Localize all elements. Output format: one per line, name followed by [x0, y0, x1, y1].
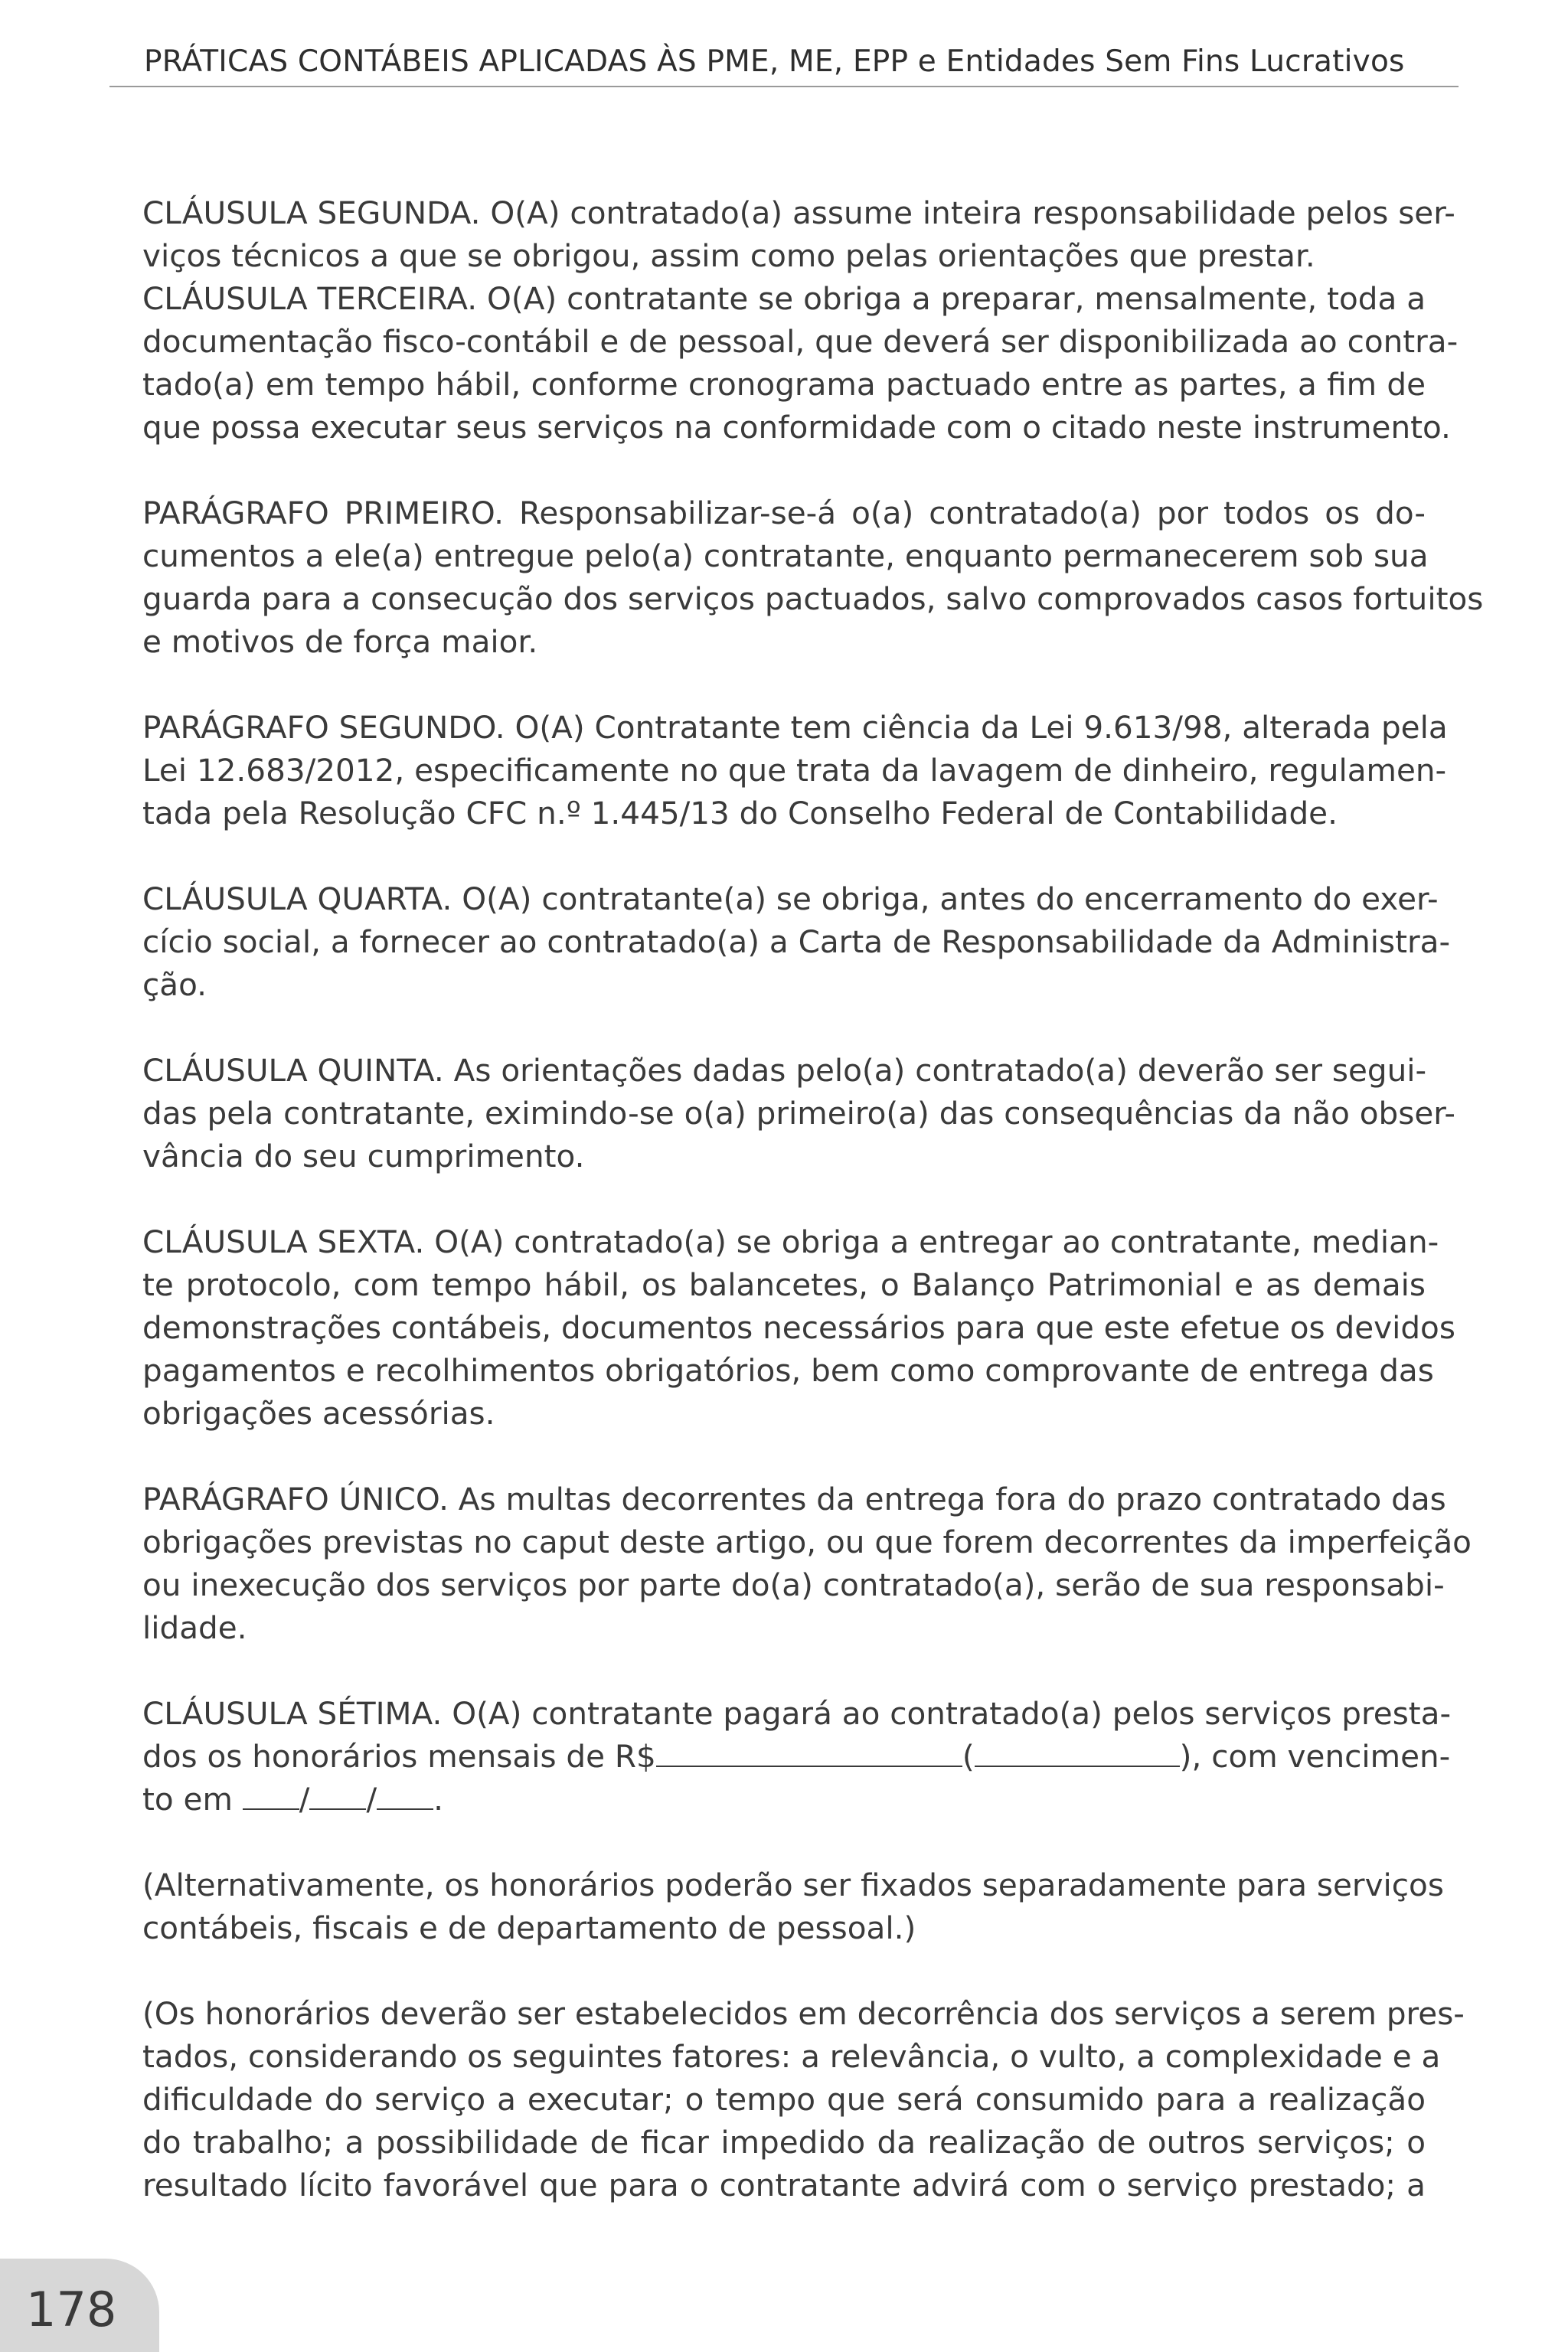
due-date-fill-line — [142, 1778, 1426, 1821]
page-number: 178 — [26, 2282, 117, 2337]
text-line: que possa executar seus serviços na conformidade com o citado neste instrumento. — [142, 409, 1451, 446]
text-fragment: to em — [142, 1781, 243, 1818]
due-day-blank-field[interactable] — [243, 1778, 299, 1810]
paragraph-clausula-quarta — [142, 877, 1451, 1006]
text-line: do trabalho; a possibilidade de ficar impedido da realização de outros serviços; o — [142, 2124, 1426, 2161]
date-separator: / — [299, 1781, 310, 1818]
text-line: resultado lícito favorável que para o contratante advirá com o serviço prestado; a — [142, 2167, 1426, 2203]
document-body — [142, 191, 1484, 2207]
paragraph-primeiro — [142, 492, 1484, 663]
text-line: das pela contratante, eximindo-se o(a) primeiro(a) das consequências da não obser- — [142, 1095, 1455, 1132]
text-line: lidade. — [142, 1609, 247, 1646]
running-header-title: PRÁTICAS CONTÁBEIS APLICADAS ÀS PME, ME, EPP e Entidades Sem Fins Lucrativos — [144, 44, 1405, 79]
text-line: dificuldade do serviço a executar; o tempo que será consumido para a realização — [142, 2081, 1426, 2118]
text-line: tado(a) em tempo hábil, conforme cronograma pactuado entre as partes, a fim de — [142, 366, 1426, 403]
text-fragment: ), com vencimen- — [1179, 1738, 1451, 1775]
text-line: CLÁUSULA SÉTIMA. O(A) contratante pagará ao contratado(a) pelos serviços presta- — [142, 1695, 1452, 1732]
text-line: e motivos de força maior. — [142, 623, 538, 660]
text-fragment: dos os honorários mensais de R$ — [142, 1738, 656, 1775]
text-fragment: ( — [962, 1738, 975, 1775]
page-number-tab — [0, 2259, 159, 2352]
text-line: vância do seu cumprimento. — [142, 1138, 585, 1174]
paragraph-alternativa — [142, 1864, 1444, 1949]
text-line: Lei 12.683/2012, especificamente no que trata da lavagem de dinheiro, regulamen- — [142, 752, 1447, 789]
text-line: tados, considerando os seguintes fatores: a relevância, o vulto, a complexidade e a — [142, 2038, 1441, 2075]
due-year-blank-field[interactable] — [377, 1778, 433, 1810]
amount-blank-field[interactable] — [656, 1735, 962, 1767]
text-line: PARÁGRAFO SEGUNDO. O(A) Contratante tem ciência da Lei 9.613/98, alterada pela — [142, 709, 1448, 746]
paragraph-clausula-sexta — [142, 1220, 1455, 1435]
running-header — [109, 40, 1459, 87]
text-line: guarda para a consecução dos serviços pactuados, salvo comprovados casos fortuitos — [142, 580, 1484, 617]
text-line: tada pela Resolução CFC n.º 1.445/13 do Conselho Federal de Contabilidade. — [142, 795, 1338, 831]
text-line: contábeis, fiscais e de departamento de pessoal.) — [142, 1909, 916, 1946]
text-line: CLÁUSULA SEXTA. O(A) contratado(a) se obriga a entregar ao contratante, median- — [142, 1223, 1439, 1260]
text-line: demonstrações contábeis, documentos necessários para que este efetue os devidos — [142, 1309, 1455, 1346]
text-line: CLÁUSULA QUARTA. O(A) contratante(a) se obriga, antes do encerramento do exer- — [142, 880, 1439, 917]
text-line: ção. — [142, 966, 207, 1003]
text-line: (Os honorários deverão ser estabelecidos em decorrência dos serviços a serem pres- — [142, 1995, 1465, 2032]
amount-in-words-blank-field[interactable] — [975, 1735, 1180, 1767]
text-line: CLÁUSULA TERCEIRA. O(A) contratante se obriga a preparar, mensalmente, toda a — [142, 280, 1426, 317]
text-line: documentação fisco-contábil e de pessoal, que deverá ser disponibilizada ao contra- — [142, 323, 1459, 360]
date-separator: / — [366, 1781, 377, 1818]
paragraph-clausula-quinta — [142, 1049, 1455, 1178]
text-line: ou inexecução dos serviços por parte do(a) contratado(a), serão de sua responsabi- — [142, 1566, 1445, 1603]
text-line: cumentos a ele(a) entregue pelo(a) contratante, enquanto permanecerem sob sua — [142, 537, 1429, 574]
honorarios-fill-line — [142, 1735, 1451, 1778]
text-line: obrigações previstas no caput deste artigo, ou que forem decorrentes da imperfeição — [142, 1524, 1472, 1560]
text-line: obrigações acessórias. — [142, 1395, 495, 1432]
text-fragment: . — [433, 1781, 443, 1818]
text-line: viços técnicos a que se obrigou, assim como pelas orientações que prestar. — [142, 237, 1315, 274]
due-month-blank-field[interactable] — [309, 1778, 366, 1810]
text-line: PARÁGRAFO ÚNICO. As multas decorrentes da entrega fora do prazo contratado das — [142, 1481, 1446, 1517]
paragraph-honorarios-fatores — [142, 1992, 1465, 2207]
paragraph-unico — [142, 1478, 1472, 1649]
text-line: CLÁUSULA SEGUNDA. O(A) contratado(a) assume inteira responsabilidade pelos ser- — [142, 194, 1455, 231]
paragraph-segundo — [142, 706, 1448, 835]
text-line: te protocolo, com tempo hábil, os balancetes, o Balanço Patrimonial e as demais — [142, 1266, 1426, 1303]
paragraph-clausula-segunda-terceira — [142, 191, 1459, 449]
paragraph-clausula-setima — [142, 1692, 1452, 1821]
text-line: pagamentos e recolhimentos obrigatórios, bem como comprovante de entrega das — [142, 1352, 1434, 1389]
text-line: CLÁUSULA QUINTA. As orientações dadas pelo(a) contratado(a) deverão ser segui- — [142, 1052, 1427, 1089]
text-line: cício social, a fornecer ao contratado(a) a Carta de Responsabilidade da Administra- — [142, 923, 1451, 960]
text-line: PARÁGRAFO PRIMEIRO. Responsabilizar-se-á o(a) contratado(a) por todos os do- — [142, 495, 1426, 531]
text-line: (Alternativamente, os honorários poderão ser fixados separadamente para serviços — [142, 1867, 1444, 1903]
